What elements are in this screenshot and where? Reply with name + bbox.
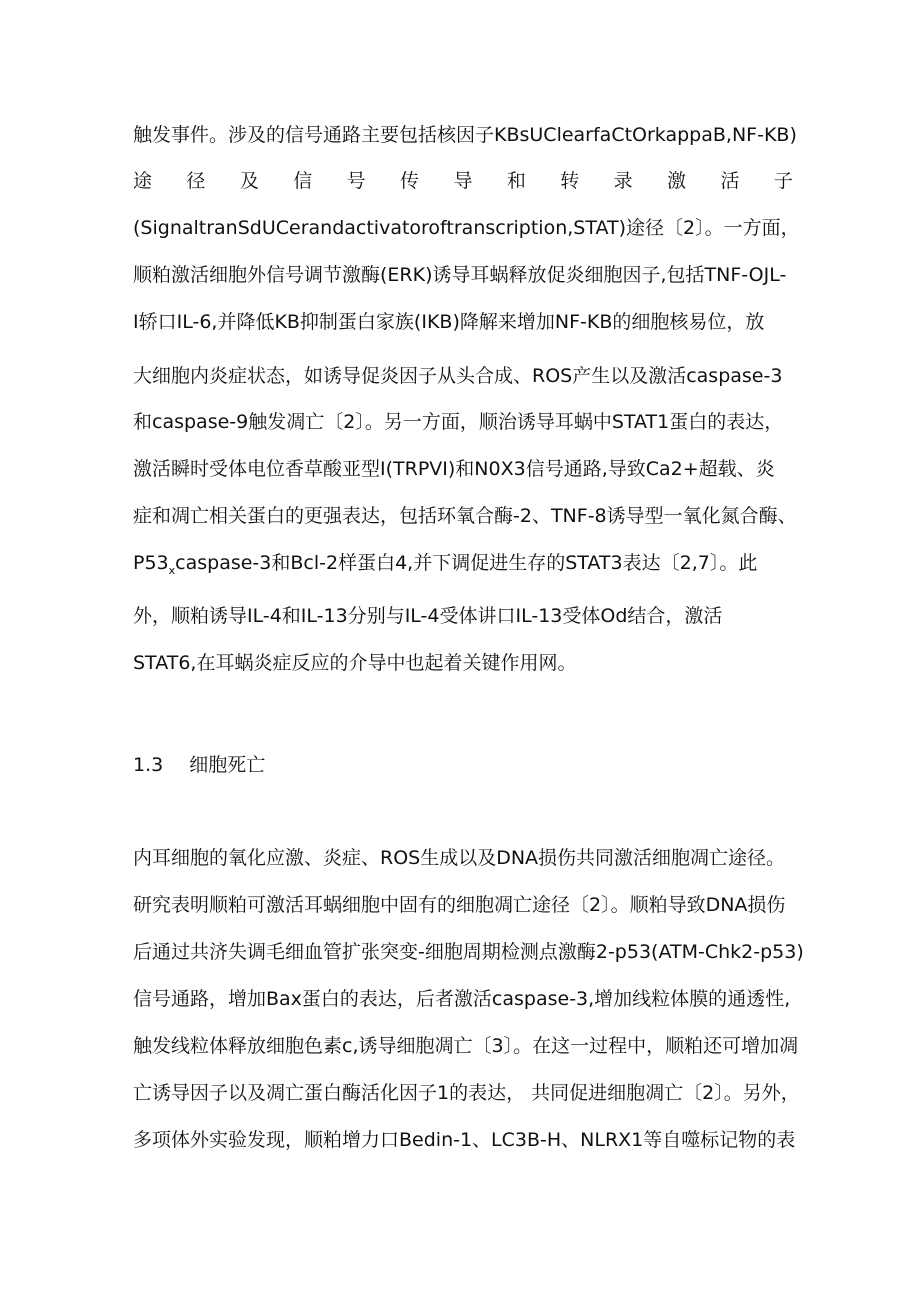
paragraph1-line-3: (SignaltranSdUCerandactivatoroftranscription,STAT)途径〔2〕。一方面，: [133, 217, 800, 239]
paragraph2-line-5: 触发线粒体释放细胞色素c,诱导细胞凋亡〔3〕。在这一过程中，顺粕还可增加凋: [133, 1035, 799, 1057]
spread-char: 录: [613, 170, 633, 192]
spread-char: 信: [293, 170, 313, 192]
paragraph1-line-8: 激活瞬时受体电位香草酸亚型I(TRPVI)和N0X3信号通路,导致Ca2+超载、炎: [133, 458, 775, 480]
p53-label: P53: [133, 552, 169, 574]
paragraph2-line-3: 后通过共济失调毛细血管扩张突变-细胞周期检测点激酶2-p53(ATM-Chk2-p53): [133, 941, 804, 963]
paragraph1-line-12: STAT6,在耳蜗炎症反应的介导中也起着关键作用网。: [133, 652, 577, 674]
section-number: 1.3: [133, 754, 164, 776]
paragraph1-line-10-text: caspase-3和Bcl-2样蛋白4,并下调促进生存的STAT3表达〔2,7〕。此: [175, 552, 758, 574]
paragraph2-line-6: 亡诱导因子以及凋亡蛋白酶活化因子1的表达， 共同促进细胞凋亡〔2〕。另外，: [133, 1082, 800, 1104]
p53-subscript: x: [168, 563, 176, 577]
spread-char: 和: [506, 170, 526, 192]
section-heading: [133, 753, 265, 777]
spread-char: 转: [560, 170, 580, 192]
spread-char: 径: [186, 170, 206, 192]
spread-char: 途: [133, 170, 153, 192]
paragraph1-line-4: 顺粕激活细胞外信号调节激酶(ERK)诱导耳蜗释放促炎细胞因子,包括TNF-OJL-: [133, 264, 787, 286]
paragraph1-line-5: I轿口IL-6,并降低KB抑制蛋白家族(IKB)降解来增加NF-KB的细胞核易位，放: [133, 311, 765, 333]
spread-char: 活: [720, 170, 740, 192]
paragraph2-line-2: 研究表明顺粕可激活耳蜗细胞中固有的细胞凋亡途径〔2〕。顺粕导致DNA损伤: [133, 894, 786, 916]
spread-char: 激: [667, 170, 687, 192]
paragraph1-line-2-spread: [133, 169, 793, 193]
spread-char: 子: [773, 170, 793, 192]
section-title: 细胞死亡: [189, 754, 266, 776]
spread-char: 导: [453, 170, 473, 192]
paragraph1-line-11: 外，顺粕诱导IL-4和IL-13分别与IL-4受体讲口IL-13受体Od结合，激活: [133, 605, 723, 627]
paragraph2-line-1: 内耳细胞的氧化应激、炎症、ROS生成以及DNA损伤共同激活细胞凋亡途径。: [133, 847, 786, 869]
paragraph1-line-9: 症和凋亡相关蛋白的更强表达，包括环氧合酶-2、TNF-8诱导型一氧化氮合酶、: [133, 505, 797, 527]
spread-char: 及: [239, 170, 259, 192]
paragraph2-line-7: 多项体外实验发现，顺粕增力口Bedin-1、LC3B-H、NLRX1等自噬标记物的表: [133, 1129, 796, 1151]
spread-char: 号: [346, 170, 366, 192]
paragraph2-line-4: 信号通路，增加Bax蛋白的表达，后者激活caspase-3,增加线粒体膜的通透性,: [133, 988, 791, 1010]
spread-char: 传: [400, 170, 420, 192]
paragraph1-line-10: [133, 551, 757, 583]
paragraph1-line-1: 触发事件。涉及的信号通路主要包括核因子KBsUClearfaCtOrkappaB,NF-KB): [133, 124, 797, 146]
paragraph1-line-6: 大细胞内炎症状态，如诱导促炎因子从头合成、ROS产生以及激活caspase-3: [133, 365, 783, 387]
paragraph1-line-7: 和caspase-9触发凋亡〔2〕。另一方面，顺治诱导耳蜗中STAT1蛋白的表达，: [133, 411, 784, 433]
